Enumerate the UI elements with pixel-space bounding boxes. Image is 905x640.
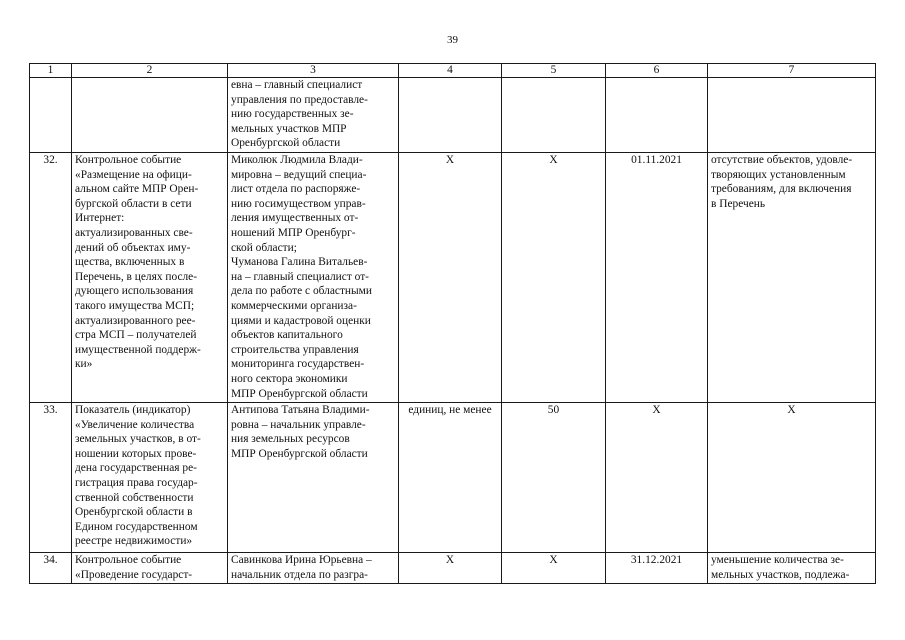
value-cell [502, 78, 606, 153]
plan-table [29, 63, 876, 584]
date-cell: 31.12.2021 [606, 553, 708, 584]
value-cell: X [502, 553, 606, 584]
responsible-cell: Савинкова Ирина Юрьевна – начальник отдела по разгра- [228, 553, 399, 584]
table-row [30, 403, 876, 553]
row-number: 33. [30, 403, 72, 553]
responsible-cell: евна – главный специалист управления по предоставле- нию государственных зе- мельных участков МПР Оренбургской области [228, 78, 399, 153]
column-number: 5 [502, 64, 606, 78]
column-number: 6 [606, 64, 708, 78]
event-cell: Показатель (индикатор) «Увеличение количества земельных участков, в от- ношении которых прове- дена государственная ре- гистрация права государ- ственной собственности Оренбургской области в Едином государственном реестре недвижимости» [72, 403, 228, 553]
column-number: 4 [399, 64, 502, 78]
event-cell: Контрольное событие «Проведение государст- [72, 553, 228, 584]
responsible-cell: Миколюк Людмила Влади- мировна – ведущий специа- лист отдела по распоряже- нию госимуществом управ- ления имущественных от- ношений МПР Оренбург- ской области; Чуманова Галина Витальев- на – главный специалист от- дела по работе с областными коммерческими организа- циями и кадастровой оценки объектов капитального строительства управления мониторинга государствен- ного сектора экономики МПР Оренбургской области [228, 153, 399, 403]
unit-cell: X [399, 153, 502, 403]
table-row [30, 553, 876, 584]
row-number [30, 78, 72, 153]
date-cell: X [606, 403, 708, 553]
column-number: 7 [708, 64, 876, 78]
column-number: 2 [72, 64, 228, 78]
event-cell: Контрольное событие «Размещение на офици- альном сайте МПР Орен- бургской области в сети Интернет: актуализированных све- дений об объектах иму- щества, включенных в Перечень, в целях после- дующего использования такого имущества МСП; актуализированного рее- стра МСП – получателей имущественной поддерж- ки» [72, 153, 228, 403]
result-cell: уменьшение количества зе- мельных участков, подлежа- [708, 553, 876, 584]
unit-cell [399, 78, 502, 153]
date-cell: 01.11.2021 [606, 153, 708, 403]
responsible-cell: Антипова Татьяна Владими- ровна – начальник управле- ния земельных ресурсов МПР Оренбургской области [228, 403, 399, 553]
table-row [30, 153, 876, 403]
value-cell: 50 [502, 403, 606, 553]
result-cell: отсутствие объектов, удовле- творяющих установленным требованиям, для включения в Перечень [708, 153, 876, 403]
event-cell [72, 78, 228, 153]
row-number: 34. [30, 553, 72, 584]
unit-cell: X [399, 553, 502, 584]
date-cell [606, 78, 708, 153]
row-number: 32. [30, 153, 72, 403]
result-cell: X [708, 403, 876, 553]
result-cell [708, 78, 876, 153]
column-number: 1 [30, 64, 72, 78]
column-number: 3 [228, 64, 399, 78]
value-cell: X [502, 153, 606, 403]
column-number-row [30, 64, 876, 78]
table-row [30, 78, 876, 153]
page-number: 39 [447, 34, 458, 46]
unit-cell: единиц, не менее [399, 403, 502, 553]
